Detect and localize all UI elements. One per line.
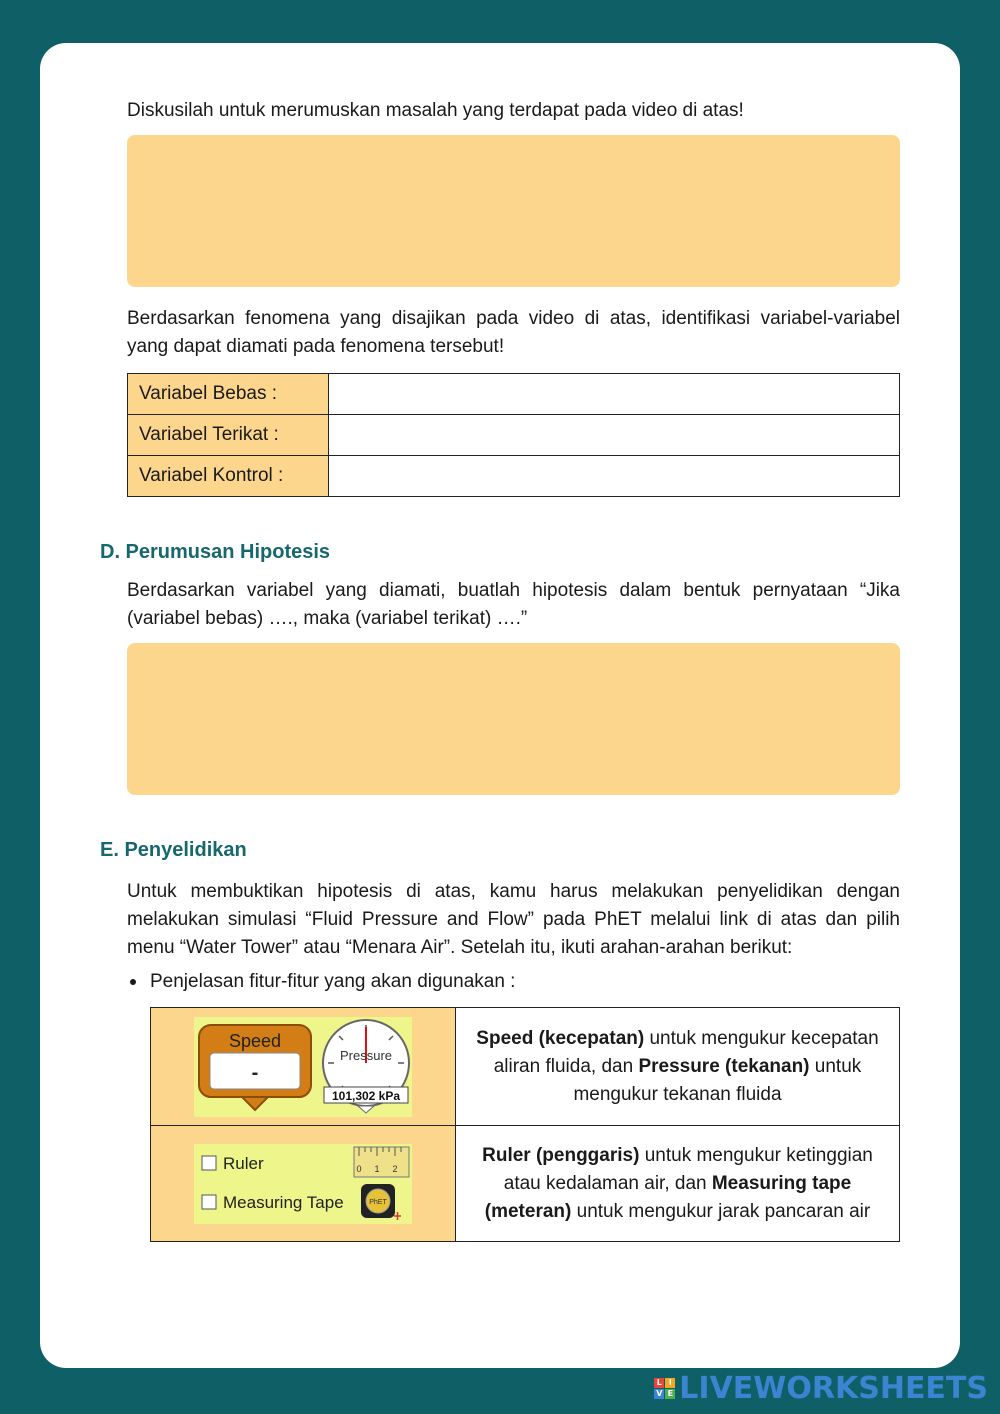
problem-answer-input[interactable] (127, 135, 900, 287)
pressure-image-value: 101,302 kPa (331, 1088, 401, 1103)
speed-text: untuk mengukur kecepatan aliran fluida, dan (493, 1027, 879, 1077)
hypothesis-answer-box[interactable] (127, 643, 900, 795)
watermark-text: LIVEWORKSHEETS (679, 1371, 988, 1406)
variable-kontrol-input[interactable] (329, 457, 899, 495)
features-bullet (127, 968, 515, 996)
tape-image-label: Measuring Tape (223, 1192, 344, 1212)
table-row (128, 415, 900, 456)
pressure-term: Pressure (tekanan) (638, 1055, 810, 1077)
ruler-tick-label: 0 (356, 1163, 362, 1174)
ruler-checkbox[interactable] (202, 1156, 216, 1170)
tape-checkbox[interactable] (202, 1195, 216, 1209)
speed-image-label: Speed (228, 1030, 282, 1051)
hypothesis-heading: D. Perumusan Hipotesis (100, 541, 331, 563)
tape-badge: PhET (369, 1198, 387, 1206)
variable-terikat-label: Variabel Terikat : (128, 415, 329, 456)
investigation-heading: E. Penyelidikan (100, 839, 247, 861)
speed-pressure-description (456, 1008, 900, 1126)
speed-term: Speed (kecepatan) (476, 1027, 645, 1049)
variable-terikat-input[interactable] (329, 416, 899, 454)
hypothesis-prompt: Berdasarkan variabel yang diamati, buatlah hipotesis dalam bentuk pernyataan “Jika (variabel bebas) …., maka (variabel terikat) ….” (127, 580, 900, 629)
features-table (150, 1007, 900, 1242)
hypothesis-answer-input[interactable] (127, 643, 900, 795)
liveworksheets-watermark (654, 1371, 988, 1406)
liveworksheets-logo-icon: L I V E (654, 1378, 675, 1399)
ruler-tape-image (194, 1144, 412, 1224)
problem-prompt: Diskusilah untuk merumuskan masalah yang terdapat pada video di atas! (127, 100, 744, 121)
variable-terikat-cell[interactable] (329, 415, 900, 456)
table-row (151, 1126, 900, 1242)
speed-pressure-image (194, 1017, 412, 1117)
ruler-tick-label: 1 (374, 1163, 380, 1174)
ruler-tape-description (456, 1126, 900, 1242)
ruler-image-label: Ruler (223, 1153, 264, 1173)
tape-text: untuk mengukur jarak pancaran air (571, 1200, 871, 1222)
speed-pressure-image-cell (151, 1008, 456, 1126)
variables-table (127, 373, 900, 497)
pressure-text: untuk mengukur tekanan fluida (573, 1055, 862, 1105)
ruler-term: Ruler (penggaris) (482, 1144, 640, 1166)
ruler-tape-image-cell (151, 1126, 456, 1242)
variable-bebas-input[interactable] (329, 375, 899, 413)
tape-term: Measuring tape (meteran) (484, 1172, 852, 1222)
problem-answer-box[interactable] (127, 135, 900, 287)
variable-kontrol-label: Variabel Kontrol : (128, 456, 329, 497)
variable-bebas-label: Variabel Bebas : (128, 374, 329, 415)
speed-image-value: - (251, 1061, 259, 1084)
variable-bebas-cell[interactable] (329, 374, 900, 415)
ruler-text: untuk mengukur ketinggian atau kedalaman air, dan (503, 1144, 873, 1194)
features-bullet-text: Penjelasan fitur-fitur yang akan digunakan : (150, 971, 516, 992)
variables-prompt: Berdasarkan fenomena yang disajikan pada video di atas, identifikasi variabel-variabel yang dapat diamati pada fenomena tersebut! (127, 308, 900, 357)
bullet-icon (130, 979, 136, 985)
pressure-image-label: Pressure (339, 1047, 393, 1063)
table-row (151, 1008, 900, 1126)
variable-kontrol-cell[interactable] (329, 456, 900, 497)
table-row (128, 456, 900, 497)
table-row (128, 374, 900, 415)
ruler-tick-label: 2 (392, 1163, 398, 1174)
investigation-intro: Untuk membuktikan hipotesis di atas, kamu harus melakukan penyelidikan dengan melakukan simulasi “Fluid Pressure and Flow” pada PhET melalui link di atas dan pilih menu “Water Tower” atau “Menara Air”. Setelah itu, ikuti arahan-arahan berikut: (127, 881, 900, 958)
